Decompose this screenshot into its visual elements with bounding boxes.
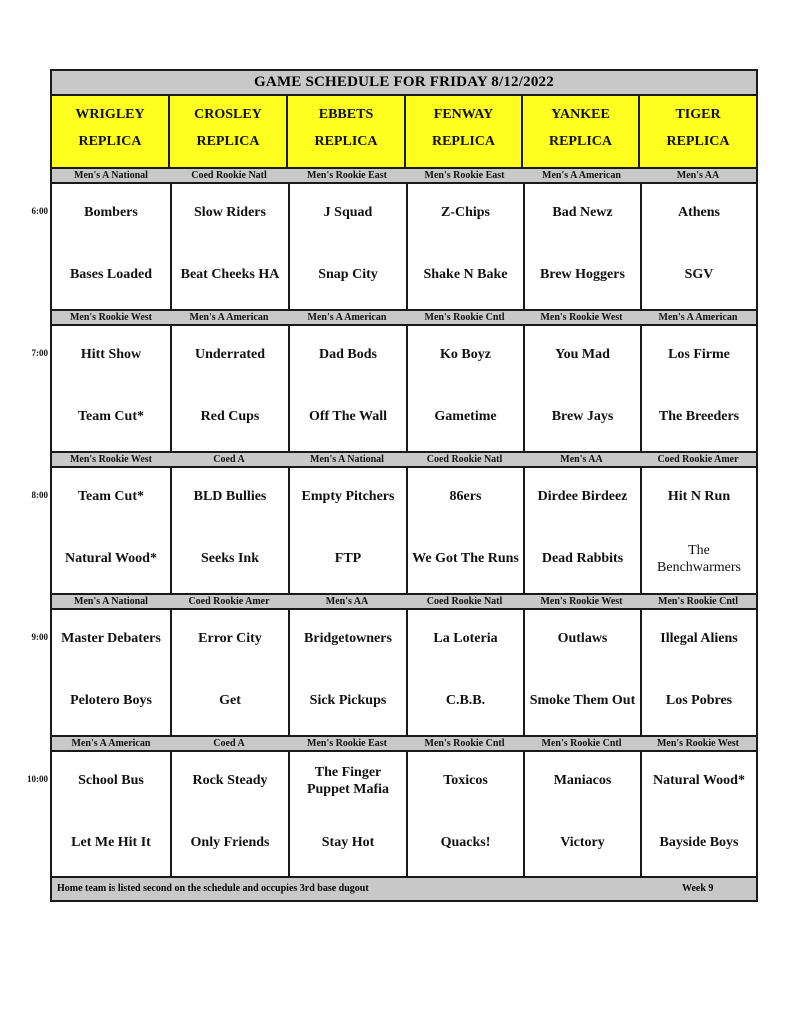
game-cell bbox=[52, 610, 170, 735]
field-name: EBBETS bbox=[318, 107, 374, 122]
home-team: Pelotero Boys bbox=[70, 693, 152, 708]
away-team: Slow Riders bbox=[194, 205, 266, 220]
division-label: Men's A American bbox=[71, 738, 151, 749]
game-cell bbox=[52, 184, 170, 309]
game-cell bbox=[288, 326, 406, 451]
game-cell bbox=[406, 468, 523, 593]
division-label: Men's A American bbox=[307, 312, 387, 323]
division-band bbox=[52, 451, 756, 468]
home-team: Dead Rabbits bbox=[541, 551, 624, 566]
division-band bbox=[52, 593, 756, 610]
home-team: We Got The Runs bbox=[412, 551, 519, 566]
division-band bbox=[52, 309, 756, 326]
home-team: Natural Wood* bbox=[65, 551, 157, 566]
game-cell bbox=[288, 752, 406, 877]
game-cell bbox=[640, 468, 756, 593]
away-team: School Bus bbox=[78, 773, 144, 788]
game-cell bbox=[523, 752, 640, 877]
division-label: Men's A American bbox=[189, 312, 269, 323]
schedule-sheet bbox=[50, 69, 758, 902]
game-cell bbox=[406, 326, 523, 451]
division-label: Men's Rookie West bbox=[540, 312, 623, 323]
game-cell bbox=[406, 752, 523, 877]
game-cell bbox=[52, 468, 170, 593]
home-team: Gametime bbox=[434, 409, 497, 424]
away-team: La Loteria bbox=[433, 631, 498, 646]
division-label: Coed Rookie Natl bbox=[426, 596, 503, 607]
time-label: 7:00 bbox=[31, 348, 48, 358]
game-cell bbox=[523, 184, 640, 309]
division-label: Men's Rookie Cntl bbox=[424, 312, 505, 323]
away-team: BLD Bullies bbox=[193, 489, 267, 504]
division-label: Men's A National bbox=[74, 170, 148, 181]
division-label: Men's Rookie East bbox=[307, 738, 387, 749]
game-cell bbox=[170, 326, 288, 451]
away-team: Dad Bods bbox=[319, 347, 377, 362]
home-team: Get bbox=[219, 693, 241, 708]
field-name: YANKEE bbox=[551, 107, 610, 122]
game-cell bbox=[406, 184, 523, 309]
home-team: Sick Pickups bbox=[309, 693, 387, 708]
division-label: Men's A National bbox=[310, 454, 384, 465]
field-name: TIGER bbox=[675, 107, 721, 122]
division-label: Men's Rookie West bbox=[69, 312, 153, 323]
footer-note: Home team is listed second on the schedule and occupies 3rd base dugout bbox=[57, 883, 369, 894]
game-cell bbox=[523, 326, 640, 451]
home-team: Seeks Ink bbox=[201, 551, 259, 566]
division-label: Men's Rookie East bbox=[424, 170, 505, 181]
home-team: Bayside Boys bbox=[659, 835, 739, 850]
away-team: Outlaws bbox=[557, 631, 608, 646]
home-team: The Breeders bbox=[658, 409, 740, 424]
home-team: FTP bbox=[334, 551, 362, 566]
home-team: Bases Loaded bbox=[69, 267, 153, 282]
game-cell bbox=[170, 184, 288, 309]
division-label: Coed Rookie Amer bbox=[657, 454, 739, 465]
away-team: Z-Chips bbox=[440, 205, 491, 220]
game-cell bbox=[170, 468, 288, 593]
home-team: Team Cut* bbox=[78, 409, 144, 424]
away-team: Bombers bbox=[84, 205, 138, 220]
game-cell bbox=[640, 752, 756, 877]
game-cell bbox=[170, 610, 288, 735]
field-name: CROSLEY bbox=[194, 107, 262, 122]
time-label: 6:00 bbox=[31, 206, 48, 216]
home-team: Smoke Them Out bbox=[529, 693, 636, 708]
home-team: Los Pobres bbox=[665, 693, 733, 708]
away-team: Bridgetowners bbox=[304, 631, 392, 646]
division-label: Men's Rookie Cntl bbox=[658, 596, 738, 607]
field-subtitle: REPLICA bbox=[548, 134, 612, 149]
division-label: Men's Rookie Cntl bbox=[541, 738, 622, 749]
game-cell bbox=[52, 326, 170, 451]
division-label: Men's Rookie West bbox=[540, 596, 623, 607]
field-subtitle: REPLICA bbox=[431, 134, 495, 149]
home-team: Beat Cheeks HA bbox=[180, 267, 280, 282]
away-team: 86ers bbox=[449, 489, 482, 504]
field-subtitle: REPLICA bbox=[314, 134, 378, 149]
field-header-crosley bbox=[170, 96, 288, 167]
home-team: Only Friends bbox=[190, 835, 270, 850]
division-label: Men's AA bbox=[560, 454, 603, 465]
field-header-yankee bbox=[523, 96, 640, 167]
division-label: Men's Rookie East bbox=[307, 170, 387, 181]
game-cell bbox=[640, 184, 756, 309]
home-team: Victory bbox=[560, 835, 605, 850]
home-team: Shake N Bake bbox=[423, 267, 508, 282]
division-band bbox=[52, 735, 756, 752]
away-team: Master Debaters bbox=[61, 631, 161, 646]
division-label: Coed Rookie Natl bbox=[191, 170, 267, 181]
away-team: Maniacos bbox=[553, 773, 612, 788]
game-cell bbox=[288, 184, 406, 309]
game-cell bbox=[523, 468, 640, 593]
time-label: 10:00 bbox=[27, 774, 48, 784]
away-team: Toxicos bbox=[443, 773, 488, 788]
field-header-fenway bbox=[406, 96, 523, 167]
division-label: Coed Rookie Amer bbox=[188, 596, 270, 607]
footer-bar bbox=[52, 876, 756, 900]
home-team: Quacks! bbox=[440, 835, 491, 850]
division-label: Men's Rookie West bbox=[69, 454, 153, 465]
field-header-ebbets bbox=[288, 96, 406, 167]
division-label: Men's A American bbox=[542, 170, 621, 181]
away-team: Dirdee Birdeez bbox=[537, 489, 628, 504]
division-band bbox=[52, 167, 756, 184]
away-team: Hitt Show bbox=[80, 347, 142, 362]
field-name: WRIGLEY bbox=[75, 107, 145, 122]
away-team: Underrated bbox=[195, 347, 265, 362]
home-team: Snap City bbox=[318, 267, 378, 282]
home-team: C.B.B. bbox=[445, 693, 486, 708]
division-label: Men's AA bbox=[676, 170, 720, 181]
away-team: Rock Steady bbox=[192, 773, 268, 788]
away-team: Los Firme bbox=[668, 347, 730, 362]
division-label: Coed A bbox=[213, 738, 245, 749]
away-team: The Finger Puppet Mafia bbox=[306, 765, 390, 797]
division-label: Men's AA bbox=[325, 596, 369, 607]
game-cell bbox=[52, 752, 170, 877]
away-team: J Squad bbox=[323, 205, 373, 220]
field-name: FENWAY bbox=[433, 107, 494, 122]
away-team: Error City bbox=[198, 631, 262, 646]
page-title: GAME SCHEDULE FOR FRIDAY 8/12/2022 bbox=[52, 71, 756, 96]
away-team: Ko Boyz bbox=[440, 347, 491, 362]
game-cell bbox=[170, 752, 288, 877]
game-cell bbox=[288, 610, 406, 735]
home-team: Let Me Hit It bbox=[71, 835, 151, 850]
field-subtitle: REPLICA bbox=[196, 134, 260, 149]
game-cell bbox=[406, 610, 523, 735]
game-cell bbox=[640, 326, 756, 451]
game-cell bbox=[288, 468, 406, 593]
division-label: Coed A bbox=[213, 454, 245, 465]
division-label: Men's A National bbox=[74, 596, 148, 607]
field-subtitle: REPLICA bbox=[666, 134, 730, 149]
time-label: 9:00 bbox=[31, 632, 48, 642]
division-label: Men's Rookie Cntl bbox=[424, 738, 505, 749]
week-label: Week 9 bbox=[682, 883, 714, 894]
away-team: Illegal Aliens bbox=[660, 631, 738, 646]
game-cell bbox=[640, 610, 756, 735]
away-team: Athens bbox=[677, 205, 720, 220]
game-cell bbox=[523, 610, 640, 735]
away-team: Bad Newz bbox=[552, 205, 613, 220]
away-team: Natural Wood* bbox=[653, 773, 745, 788]
away-team: Team Cut* bbox=[78, 489, 144, 504]
home-team: SGV bbox=[684, 267, 714, 282]
away-team: You Mad bbox=[555, 347, 610, 362]
division-label: Men's Rookie West bbox=[656, 738, 740, 749]
home-team: Stay Hot bbox=[321, 835, 375, 850]
time-label: 8:00 bbox=[31, 490, 48, 500]
away-team: Hit N Run bbox=[667, 489, 731, 504]
home-team: Red Cups bbox=[200, 409, 260, 424]
home-team: The Benchwarmers bbox=[657, 543, 741, 575]
field-subtitle: REPLICA bbox=[78, 134, 142, 149]
division-label: Coed Rookie Natl bbox=[426, 454, 503, 465]
field-header-wrigley bbox=[52, 96, 170, 167]
home-team: Off The Wall bbox=[308, 409, 388, 424]
division-label: Men's A American bbox=[658, 312, 738, 323]
away-team: Empty Pitchers bbox=[301, 489, 395, 504]
field-header-tiger bbox=[640, 96, 756, 167]
home-team: Brew Hoggers bbox=[540, 267, 625, 282]
home-team: Brew Jays bbox=[551, 409, 614, 424]
